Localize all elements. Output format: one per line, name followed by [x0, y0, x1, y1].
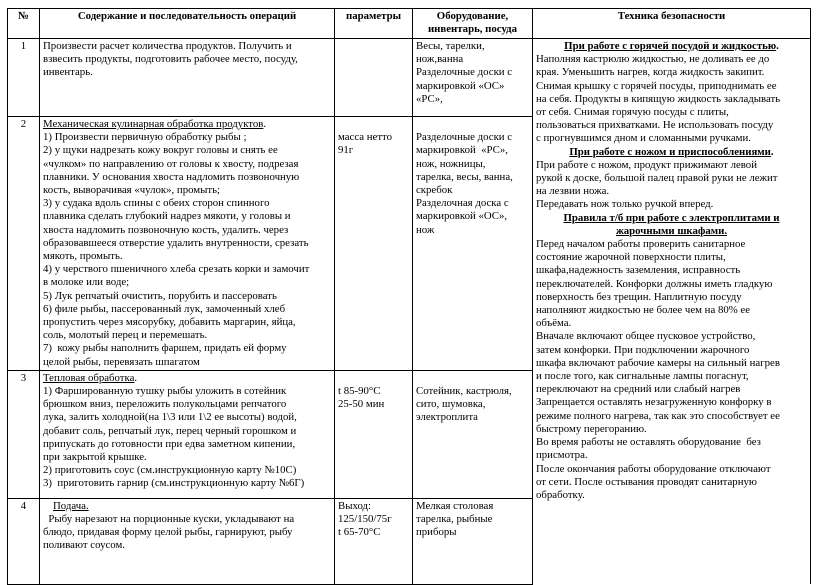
cell-line-3: «чулком» по направлению от головы к хвосту, подрезая: [43, 157, 299, 170]
row-2-content: Механическая кулинарная обработка продуктов. 1) Произвести первичную обработку рыбы ; 2) у щуки надрезать кожу вокруг головы и снять ее «чулком» по направлению от головы к хвосту, подрезая плавники. У основания хвоста надломить позвоночную кость, выворачивая «чулок», промыть; 3) у судака вдоль спины с обеих сторон спинного плавника сделать глубокий надрез мякоти, у головы и хвоста надломить позвоночную кость, удалить. через образовавшееся отверстие удалить внутренности, срезать мякоть, промыть. 4) у черствого пшеничного хлеба срезать корки и замочит в молоке или воде; 5) Лук репчатый очистить, порубить и пассеровать 6) филе рыбы, пассерованный лук, замоченный хлеб пропустить через мясорубку, добавить маргарин, яйца, соль, молотый перец и перемешать. 7) кожу рыбы наполнить фаршем, придать ей форму целой рыбы, перевязать шпагатом: [40, 117, 335, 371]
cell-line-6: при закрытой крышке.: [43, 451, 147, 464]
cell-line-15: пропустить через мясорубку, добавить маргарин, яйца,: [43, 316, 296, 329]
row-1-params: [335, 39, 413, 117]
row-1: [8, 39, 811, 117]
cell-line-3: приборы: [416, 526, 457, 539]
row-4-title: Подача.: [53, 499, 89, 512]
row-2-num: 2: [8, 117, 40, 371]
row-2-equipment: [413, 117, 533, 371]
cell-line-8: нож: [416, 223, 435, 236]
header-params: параметры: [335, 9, 413, 39]
safety-knife-text: [536, 159, 807, 212]
cell-line-1: 1) Фаршированную тушку рыбы уложить в сотейник: [43, 385, 287, 398]
header-equipment: [413, 9, 533, 39]
cell-line-5: припускать до готовности при едва заметном кипении,: [43, 437, 296, 450]
cell-line-4: добавит соль, репчатый лук, перец черный горошком и: [43, 424, 297, 437]
cell-line-3: нож, ножницы,: [416, 157, 486, 170]
cell-line-2: тарелка, рыбные: [416, 513, 493, 526]
safety-knife-text-line-4: Передавать нож только ручкой вперед.: [536, 198, 714, 211]
safety-stove-text-line-16: Во время работы не оставлять оборудование без: [536, 436, 761, 449]
cell-line-3: Разделочные доски с: [416, 66, 513, 79]
safety-hot-text-line-1: Наполняя кастрюлю жидкостью, не доливать ее до: [536, 53, 770, 66]
cell-line-7: маркировкой «ОС»,: [416, 210, 508, 223]
safety-stove-text-line-14: режиме полного нагрева, так как это способствует ее: [536, 409, 780, 422]
safety-stove-text-line-19: от сети. После остывания проводят санитарную: [536, 475, 757, 488]
safety-stove-text-line-18: После окончания работы оборудование отключают: [536, 462, 771, 475]
cell-line-2: маркировкой «РС»,: [416, 144, 508, 157]
cell-line-7: 2) приготовить соус (см.инструкционную карту №10С): [43, 464, 297, 477]
cell-line-1: Мелкая столовая: [416, 499, 494, 512]
cell-line-1: Сотейник, кастрюля,: [416, 385, 512, 398]
cell-line-10: мякоть, промыть.: [43, 250, 123, 263]
cell-line-2: взвесить продукты, подготовить рабочее место, посуду,: [43, 53, 298, 66]
safety-hot-text-line-2: края. Уменьшить нагрев, когда жидкость закипит.: [536, 66, 765, 79]
cell-line-16: соль, молотый перец и перемешать.: [43, 329, 208, 342]
safety-stove-text-line-4: переключателей. Конфорки должны иметь гладкую: [536, 277, 773, 290]
cell-line-17: 7) кожу рыбы наполнить фаршем, придать ей форму: [43, 342, 287, 355]
safety-stove-text-line-1: Перед началом работы проверить санитарное: [536, 238, 746, 251]
row-2-title: Механическая кулинарная обработка продуктов: [43, 118, 264, 130]
safety-hot-text-line-3: Снимая крышку с горячей посуды, приподнимать ее: [536, 79, 777, 92]
row-4-equipment: [413, 498, 533, 584]
safety-hot-text-line-6: пользоваться прихватками. Не использовать посуду: [536, 119, 774, 132]
safety-stove-text-line-2: состояние жарочной поверхности плиты,: [536, 251, 726, 264]
cell-line-3: t 65-70°С: [338, 526, 381, 539]
cell-line-3: лука, залить холодной(на 1\3 или 1\2 ее высоты) водой,: [43, 411, 297, 424]
header-row: [8, 9, 811, 39]
cell-line-18: целой рыбы, перевязать шпагатом: [43, 355, 200, 368]
tech-card-table: [7, 8, 811, 585]
row-3-equipment: [413, 370, 533, 498]
cell-line-6: 3) у судака вдоль спины с обеих сторон спинного: [43, 197, 270, 210]
safety-stove-text-line-3: шкафа,надежность заземления, исправность: [536, 264, 741, 277]
cell-line-8: 3) приготовить гарнир (см.инструкционную карту №6Г): [43, 477, 305, 490]
cell-line-14: 6) филе рыбы, пассерованный лук, замоченный хлеб: [43, 302, 286, 315]
cell-line-5: «РС»,: [416, 92, 443, 105]
cell-line-2: брюшком вниз, переложить полукольцами репчатого: [43, 398, 287, 411]
header-safety: Техника безопасности: [533, 9, 811, 39]
safety-stove-text-line-20: обработку.: [536, 488, 585, 501]
row-1-content: [40, 39, 335, 117]
header-num: №: [8, 9, 40, 39]
cell-line-12: в молоке или воде;: [43, 276, 130, 289]
safety-stove-text-line-9: затем конфорки. При подключении жарочного: [536, 343, 750, 356]
row-2-params: [335, 117, 413, 371]
safety-hot-text: [536, 53, 807, 145]
cell-line-3: инвентарь.: [43, 66, 93, 79]
header-equipment-line1: Оборудование,: [436, 10, 509, 22]
cell-line-3: поливают соусом.: [43, 539, 125, 552]
cell-line-7: плавника сделать глубокий надрез мякоти, у головы и: [43, 210, 291, 223]
cell-line-1: 1) Произвести первичную обработку рыбы ;: [43, 131, 247, 144]
cell-line-9: образовавшееся отверстие удалить внутренности, срезать: [43, 236, 309, 249]
cell-line-2: нож,ванна: [416, 53, 464, 66]
safety-knife-text-line-3: на лезвии ножа.: [536, 185, 610, 198]
row-3-params: [335, 370, 413, 498]
safety-stove-text-line-15: быстрому перегоранию.: [536, 422, 647, 435]
safety-knife-text-line-2: рукой к доске, большой палец правой руки не лежит: [536, 172, 778, 185]
cell-line-13: 5) Лук репчатый очистить, порубить и пассеровать: [43, 289, 277, 302]
cell-line-3: электроплита: [416, 411, 478, 424]
header-equipment-line2: инвентарь, посуда: [427, 23, 518, 36]
row-4-num: 4: [8, 498, 40, 584]
cell-line-1: Рыбу нарезают на порционные куски, укладывают на: [43, 513, 295, 526]
cell-line-11: 4) у черствого пшеничного хлеба срезать корки и замочит: [43, 263, 310, 276]
safety-stove-text-line-17: присмотра.: [536, 449, 588, 462]
safety-cell: При работе с горячей посудой и жидкостью. Наполняя кастрюлю жидкостью, не доливать ее до края. Уменьшить нагрев, когда жидкость закипит. Снимая крышку с горячей посуды, приподнимать ее на себя. Продукты в кипящую жидкость закладывать от себя. Снимая горячую посуды с плиты, пользоваться прихватками. Не использовать посуду с прогнувшимся дном и сломанными ручками. При работе с ножом и приспособлениями. При работе с ножом, продукт прижимают левой рукой к доске, большой палец правой руки не лежит на лезвии ножа. Передавать нож только ручкой вперед. Правила т/б при работе с электроплитами и жарочными шкафами. Перед началом работы проверить санитарное состояние жарочной поверхности плиты, шкафа,надежность заземления, исправность переключателей. Конфорки должны иметь гладкую поверхность без трещин. Наплитную посуду наполняют жидкостью не более чем на 80% ее объёма. Вначале включают общее пусковое устройство, затем конфорки. При подключении жарочного шкафа включают рабочие камеры на сильный нагрев и после того, как сигнальные лампы погаснут, переключают на средний или слабый нагрев Запрещается оставлять незагруженную конфорку в режиме полного нагрева, так как это способствует ее быстрому перегоранию. Во время работы не оставлять оборудование без присмотра. После окончания работы оборудование отключают от сети. После остывания проводят санитарную обработку.: [533, 39, 811, 585]
cell-line-4: тарелка, весы, ванна,: [416, 170, 513, 183]
row-1-num: 1: [8, 39, 40, 117]
safety-stove-text-line-11: и после того, как сигнальные лампы погаснут,: [536, 370, 749, 383]
safety-knife-text-line-1: При работе с ножом, продукт прижимают левой: [536, 158, 757, 171]
safety-stove-title-1: Правила т/б при работе с электроплитами и: [563, 211, 780, 224]
cell-line-2: сито, шумовка,: [416, 398, 486, 411]
safety-stove-text-line-8: Вначале включают общее пусковое устройство,: [536, 330, 756, 343]
safety-stove-text-line-10: шкафа включают рабочие камеры на сильный нагрев: [536, 356, 780, 369]
row-4-content: [40, 498, 335, 584]
cell-line-1: Выход:: [338, 499, 372, 512]
cell-line-1: Произвести расчет количества продуктов. Получить и: [43, 40, 292, 52]
row-3-title: Тепловая обработка: [43, 371, 135, 384]
header-content: Содержание и последовательность операций: [40, 9, 335, 39]
cell-line-4: плавники. У основания хвоста надломить позвоночную: [43, 170, 300, 183]
cell-line-2: 91г: [338, 144, 354, 157]
row-1-equipment: [413, 39, 533, 117]
row-4-params: [335, 498, 413, 584]
safety-hot-text-line-4: на себя. Продукты в кипящую жидкость закладывать: [536, 92, 781, 105]
row-3-num: 3: [8, 370, 40, 498]
cell-line-2: 125/150/75г: [338, 513, 392, 526]
safety-stove-text-line-12: переключают на средний или слабый нагрев: [536, 383, 741, 396]
cell-line-1: t 85-90°С: [338, 385, 381, 398]
safety-stove-text-line-13: Запрещается оставлять незагруженную конфорку в: [536, 396, 772, 409]
cell-line-4: маркировкой «ОС»: [416, 79, 505, 92]
cell-line-6: Разделочная доска с: [416, 197, 509, 210]
safety-stove-text-line-5: поверхность без трещин. Наплитную посуду: [536, 290, 742, 303]
safety-stove-text-line-7: объёма.: [536, 317, 572, 330]
safety-stove-text-line-6: наполняют жидкостью не более чем на 80% ее: [536, 304, 751, 317]
safety-hot-title: При работе с горячей посудой и жидкостью: [564, 40, 777, 52]
safety-hot-text-line-7: с прогнувшимся дном и сломанными ручками.: [536, 132, 751, 145]
cell-line-2: 2) у щуки надрезать кожу вокруг головы и снять ее: [43, 144, 278, 157]
cell-line-5: кость, выворачивая «чулок», промыть;: [43, 184, 221, 197]
cell-line-8: хвоста надломить позвоночную кость, удалить. через: [43, 223, 289, 236]
cell-line-1: Весы, тарелки,: [416, 40, 485, 52]
cell-line-2: 25-50 мин: [338, 398, 385, 411]
cell-line-5: скребок: [416, 184, 453, 197]
safety-stove-title-2: жарочными шкафами.: [615, 224, 728, 237]
cell-line-1: масса нетто: [338, 131, 393, 144]
cell-line-1: Разделочные доски с: [416, 131, 513, 144]
cell-line-2: блюдо, придавая форму целой рыбы, гарнируют, рыбу: [43, 526, 293, 539]
safety-stove-text: [536, 238, 807, 502]
safety-hot-text-line-5: от себя. Снимая горячую посуды с плиты,: [536, 106, 729, 119]
row-3-content: Тепловая обработка. 1) Фаршированную тушку рыбы уложить в сотейник брюшком вниз, переложить полукольцами репчатого лука, залить холодной(на 1\3 или 1\2 ее высоты) водой, добавит соль, репчатый лук, перец черный горошком и припускать до готовности при едва заметном кипении, при закрытой крышке. 2) приготовить соус (см.инструкционную карту №10С) 3) приготовить гарнир (см.инструкционную карту №6Г): [40, 370, 335, 498]
safety-knife-title: При работе с ножом и приспособлениями: [569, 145, 771, 158]
